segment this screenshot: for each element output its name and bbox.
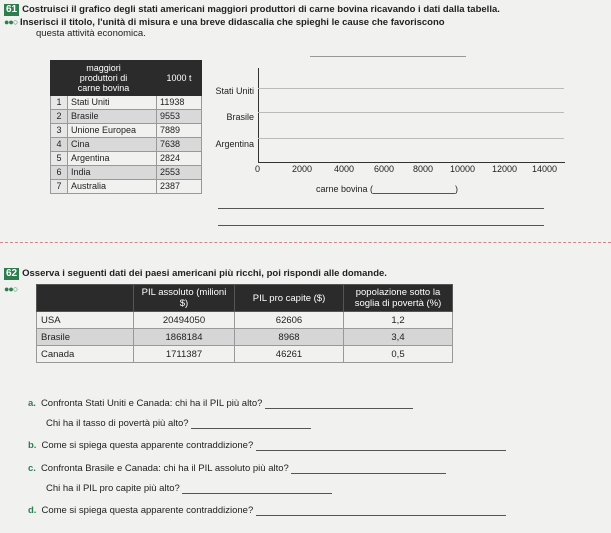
chart-gridline: [258, 112, 564, 113]
pil-cell: 1711387: [134, 346, 235, 363]
value-cell: 7889: [157, 124, 202, 138]
rank-cell: 6: [51, 166, 68, 180]
question-letter: a.: [28, 398, 36, 409]
country-cell: Australia: [68, 180, 157, 194]
table-header-producers: [51, 61, 157, 96]
table-row: [51, 180, 202, 194]
value-cell: 2387: [157, 180, 202, 194]
table-row: [51, 96, 202, 110]
question-text: Come si spiega questa apparente contraddizione?: [41, 505, 254, 516]
question-letter: b.: [28, 440, 37, 451]
rank-cell: 5: [51, 152, 68, 166]
instruction-line-1: Costruisci il grafico degli stati americani maggiori produttori di carne bovina ricavando i dati dalla tabella.: [22, 4, 500, 15]
question-b: [28, 440, 506, 451]
table-header-unit: 1000 t: [157, 61, 202, 96]
exercise-number-61: 61: [6, 4, 18, 15]
table-row: [37, 312, 453, 329]
pil-cell: 20494050: [134, 312, 235, 329]
table-row: [51, 124, 202, 138]
answer-blank[interactable]: [265, 398, 413, 409]
question-text: Confronta Stati Uniti e Canada: chi ha il PIL più alto?: [40, 398, 263, 409]
chart-axes: [258, 68, 565, 163]
rank-cell: 7: [51, 180, 68, 194]
value-cell: 7638: [157, 138, 202, 152]
country-cell: Brasile: [37, 329, 134, 346]
question-text: Chi ha il tasso di povertà più alto?: [46, 418, 189, 429]
chart-xlabel: [316, 183, 458, 194]
header-line-3: carne bovina: [77, 83, 130, 93]
instruction-line-3: questa attività economica.: [36, 28, 146, 39]
question-text: Chi ha il PIL pro capite più alto?: [46, 483, 180, 494]
country-cell: Unione Europea: [68, 124, 157, 138]
col-header-procapite: PIL pro capite ($): [235, 285, 344, 312]
value-cell: 2824: [157, 152, 202, 166]
beef-producers-table: [50, 60, 202, 194]
country-cell: Argentina: [68, 152, 157, 166]
header-line-1: maggiori: [86, 63, 121, 73]
caption-line[interactable]: [218, 225, 544, 226]
answer-blank[interactable]: [256, 505, 506, 516]
question-text: Confronta Brasile e Canada: chi ha il PIL assoluto più alto?: [40, 463, 289, 474]
question-letter: d.: [28, 505, 37, 516]
difficulty-dots-icon: ●●○: [4, 284, 18, 294]
col-header-poverty: popolazione sotto la soglia di povertà (%): [344, 285, 453, 312]
pil-cell: 1868184: [134, 329, 235, 346]
table-row: [51, 110, 202, 124]
exercise-62-title: Osserva i seguenti dati dei paesi americani più ricchi, poi rispondi alle domande.: [22, 268, 387, 279]
axis-tick-label: 4000: [334, 164, 355, 174]
procapite-cell: 46261: [235, 346, 344, 363]
col-header-pil: PIL assoluto (milioni $): [134, 285, 235, 312]
country-cell: Cina: [68, 138, 157, 152]
xlabel-text: carne bovina (: [316, 184, 374, 194]
instruction-line-2: Inserisci il titolo, l'unità di misura e una breve didascalia che spieghi le cause che favoriscono: [19, 17, 445, 28]
rank-cell: 3: [51, 124, 68, 138]
poverty-cell: 0,5: [344, 346, 453, 363]
procapite-cell: 8968: [235, 329, 344, 346]
answer-blank[interactable]: [191, 418, 311, 429]
corner-cell: [37, 285, 134, 312]
question-d: [28, 505, 506, 516]
axis-tick-label: 14000: [532, 164, 558, 174]
axis-tick-label: 0: [255, 164, 261, 174]
table-row: [37, 346, 453, 363]
country-cell: Stati Uniti: [68, 96, 157, 110]
question-letter: c.: [28, 463, 36, 474]
chart-category-label: Brasile: [226, 112, 254, 122]
question-c: [28, 463, 446, 474]
answer-blank[interactable]: [182, 483, 332, 494]
axis-tick-label: 6000: [374, 164, 395, 174]
answer-blank[interactable]: [291, 463, 446, 474]
poverty-cell: 3,4: [344, 329, 453, 346]
question-text: Come si spiega questa apparente contraddizione?: [41, 440, 254, 451]
chart-category-label: Stati Uniti: [215, 86, 254, 96]
country-cell: USA: [37, 312, 134, 329]
poverty-cell: 1,2: [344, 312, 453, 329]
question-a-2: [46, 418, 311, 429]
chart-gridline: [258, 138, 564, 139]
xlabel-close: ): [455, 184, 459, 194]
exercise-62-instructions: [4, 268, 387, 280]
axis-tick-label: 12000: [492, 164, 518, 174]
gdp-table: [36, 284, 453, 363]
difficulty-dots-icon: ●●○: [4, 17, 18, 27]
chart-gridline: [258, 88, 564, 89]
caption-line[interactable]: [218, 208, 544, 209]
axis-tick-label: 2000: [292, 164, 313, 174]
chart-category-label: Argentina: [215, 139, 254, 149]
rank-cell: 2: [51, 110, 68, 124]
rank-cell: 4: [51, 138, 68, 152]
axis-tick-label: 8000: [413, 164, 434, 174]
value-cell: 9553: [157, 110, 202, 124]
country-cell: Brasile: [68, 110, 157, 124]
question-a: [28, 398, 413, 409]
procapite-cell: 62606: [235, 312, 344, 329]
table-row: [51, 152, 202, 166]
table-row: [37, 329, 453, 346]
value-cell: 2553: [157, 166, 202, 180]
table-row: [51, 166, 202, 180]
unit-blank[interactable]: [373, 183, 455, 194]
exercise-61-instructions: [4, 4, 604, 16]
exercise-number-62: 62: [6, 268, 18, 279]
country-cell: India: [68, 166, 157, 180]
table-row: [51, 138, 202, 152]
country-cell: Canada: [37, 346, 134, 363]
answer-blank[interactable]: [256, 440, 506, 451]
header-line-2: produttori di: [79, 73, 128, 83]
chart-title-line: [310, 56, 466, 57]
axis-tick-label: 10000: [450, 164, 476, 174]
question-c-2: [46, 483, 332, 494]
rank-cell: 1: [51, 96, 68, 110]
value-cell: 11938: [157, 96, 202, 110]
section-divider: [0, 242, 611, 243]
